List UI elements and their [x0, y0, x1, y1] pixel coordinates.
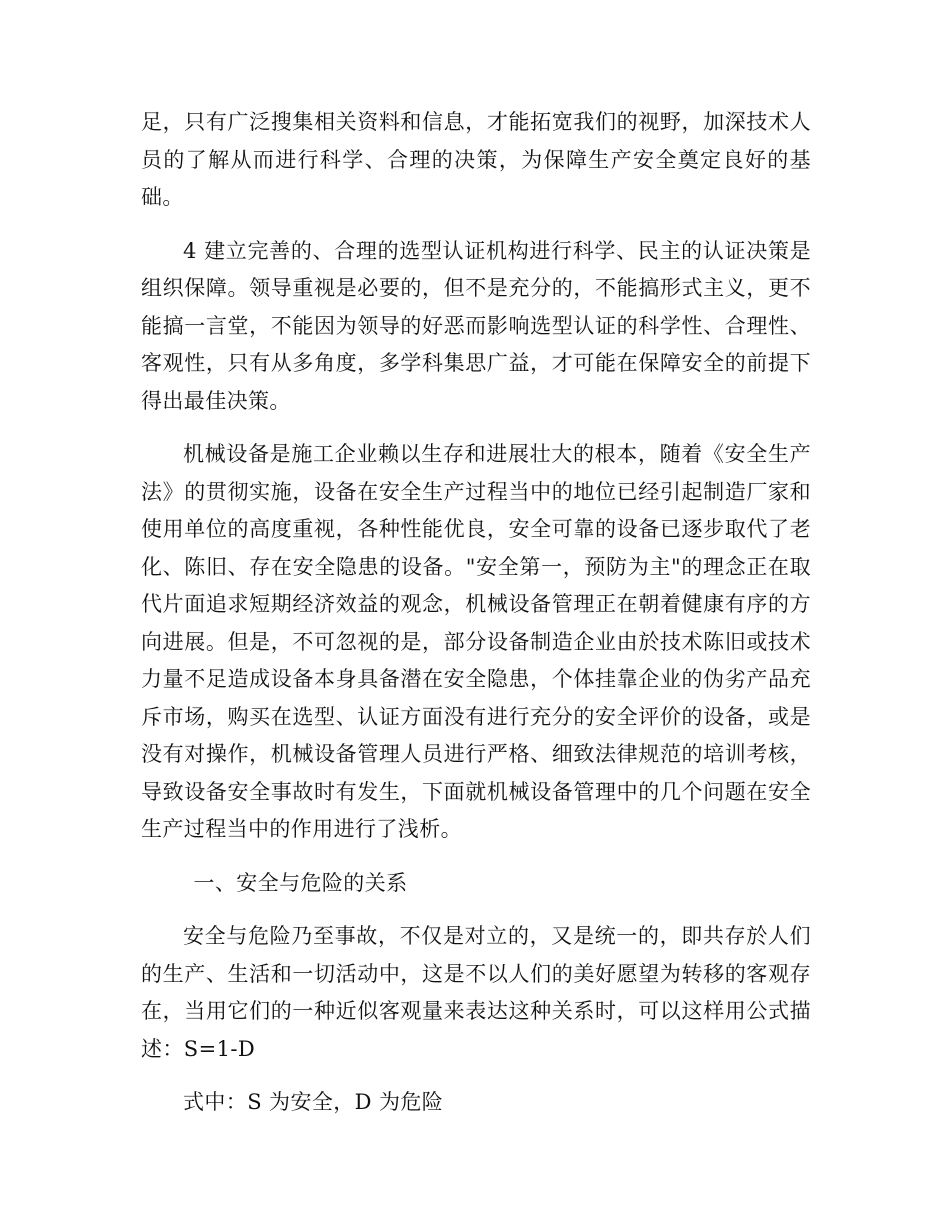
section-heading-safety-danger: 一、安全与危险的关系 [193, 870, 408, 895]
paragraph-continuation: 足，只有广泛搜集相关资料和信息，才能拓宽我们的视野，加深技术人员的了解从而进行科学、合理的决策，为保障生产安全奠定良好的基础。 [141, 110, 811, 209]
paragraph-organizational-guarantee: 4 建立完善的、合理的选型认证机构进行科学、民主的认证决策是组织保障。领导重视是必要的，但不是充分的，不能搞形式主义，更不能搞一言堂，不能因为领导的好恶而影响选型认证的科学性、合理性、客观性，只有从多角度，多学科集思广益，才可能在保障安全的前提下得出最佳决策。 [141, 238, 811, 413]
paragraph-formula-legend: 式中：S 为安全，D 为危险 [183, 1090, 444, 1114]
document-body [141, 104, 811, 1122]
paragraph-equipment-safety-overview: 机械设备是施工企业赖以生存和进展壮大的根本，随着《安全生产法》的贯彻实施，设备在安全生产过程当中的地位已经引起制造厂家和使用单位的高度重视，各种性能优良，安全可靠的设备已逐步取代了老化、陈旧、存在安全隐患的设备。"安全第一，预防为主"的理念正在取代片面追求短期经济效益的观念，机械设备管理正在朝着健康有序的方向进展。但是，不可忽视的是，部分设备制造企业由於技术陈旧或技术力量不足造成设备本身具备潜在安全隐患，个体挂靠企业的伪劣产品充斥市场，购买在选型、认证方面没有进行充分的安全评价的设备，或是没有对操作，机械设备管理人员进行严格、细致法律规范的培训考核，导致设备安全事故时有发生，下面就机械设备管理中的几个问题在安全生产过程当中的作用进行了浅析。 [141, 442, 811, 841]
paragraph-safety-danger-relation: 安全与危险乃至事故，不仅是对立的，又是统一的，即共存於人们的生产、生活和一切活动中，这是不以人们的美好愿望为转移的客观存在，当用它们的一种近似客观量来表达这种关系时，可以这样用公式描述：S=1-D [141, 924, 811, 1061]
